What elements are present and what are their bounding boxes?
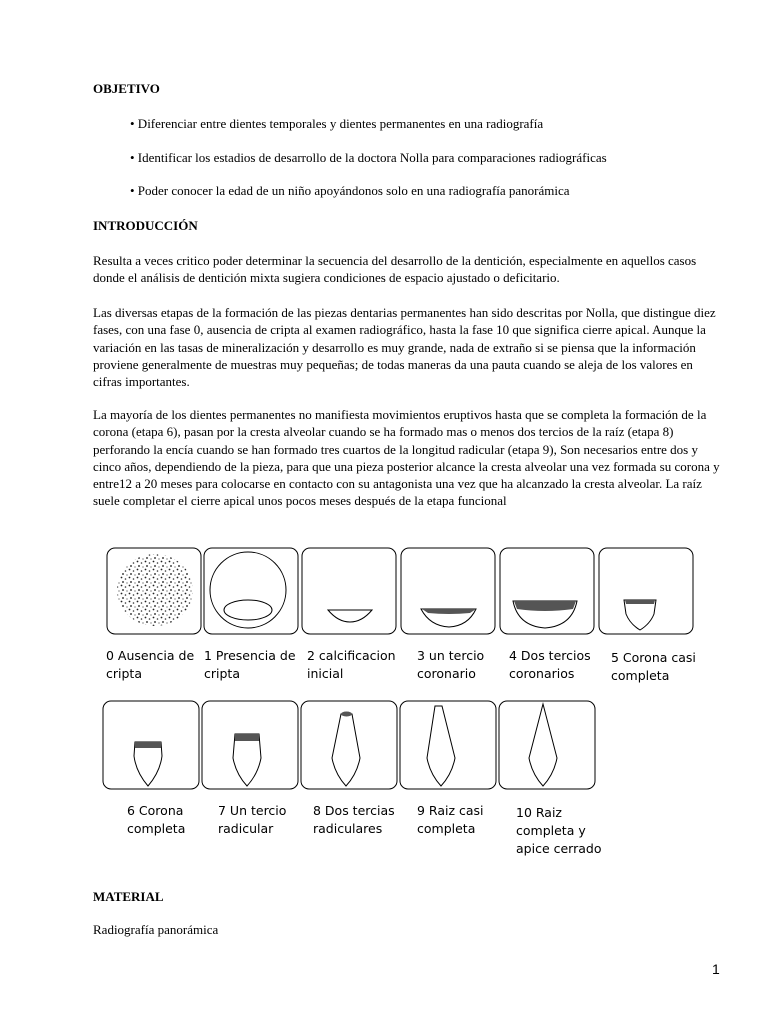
material-heading: MATERIAL — [93, 889, 164, 904]
stage-2-caption-line-2: inicial — [307, 666, 344, 681]
stage-5-frame — [599, 548, 693, 634]
stage-7-frame — [202, 701, 298, 789]
stage-10-frame — [499, 701, 595, 789]
intro-paragraph-3: La mayoría de los dientes permanentes no manifiesta movimientos eruptivos hasta que se completa la formación de la corona (etapa 6), pasan por la cresta alveolar cuando se ha formado mas o menos dos tercios de la raíz (etapa 8) perforando la encía cuando se han formado tres cuartos de la longitud radicular (etapa 9), Son necesarios entre dos y cinco años, dependiendo de la pieza, para que una pieza posterior alcance la cresta alveolar una vez formada su corona y entre12 a 20 meses para colocarse en contacto con su antagonista una vez que ha alcanzado la cresta alveolar. La raíz suele completar el cierre apical unos pocos meses después de la etapa funcional — [93, 407, 720, 509]
stage-5-enamel-icon — [625, 600, 655, 604]
stage-0-speckle-icon — [117, 554, 193, 626]
introduccion-heading: INTRODUCCIÓN — [93, 218, 198, 233]
stage-9-caption-line-2: completa — [417, 821, 476, 836]
stage-1-frame — [204, 548, 298, 634]
stage-5-crown-icon — [624, 600, 656, 630]
stage-1-follicle-icon — [224, 600, 272, 620]
stage-7-caption-line-1: 7 Un tercio — [218, 803, 287, 818]
objetivo-heading: OBJETIVO — [93, 81, 160, 96]
stage-1-crypt-icon — [210, 552, 286, 628]
stage-10-caption-line-1: 10 Raiz — [516, 805, 562, 820]
stage-10-tooth-icon — [529, 704, 557, 786]
stage-1-caption-line-2: cripta — [204, 666, 240, 681]
stage-4-caption-line-2: coronarios — [509, 666, 575, 681]
stage-6-caption-line-2: completa — [127, 821, 186, 836]
stage-8-tooth-icon — [332, 714, 360, 786]
material-text: Radiografía panorámica — [93, 922, 219, 937]
stage-4-enamel-icon — [514, 601, 576, 611]
objetivo-bullet-1: • Diferenciar entre dientes temporales y dientes permanentes en una radiografía — [130, 116, 544, 131]
stage-6-caption-line-1: 6 Corona — [127, 803, 184, 818]
stage-4-frame — [500, 548, 594, 634]
stage-10-caption-line-2: completa y — [516, 823, 586, 838]
stage-3-caption-line-1: 3 un tercio — [417, 648, 485, 663]
stage-3-enamel-icon — [422, 609, 476, 614]
nolla-stages-figure — [0, 540, 768, 870]
stage-5-caption-line-2: completa — [611, 668, 670, 683]
stage-8-caption-line-1: 8 Dos tercias — [313, 803, 395, 818]
stage-6-root-edge-icon — [135, 742, 161, 748]
stage-1-caption-line-1: 1 Presencia de — [204, 648, 296, 663]
stage-5-caption-line-1: 5 Corona casi — [611, 650, 696, 665]
stage-7-root-edge-icon — [235, 734, 259, 741]
stage-7-tooth-icon — [233, 734, 261, 786]
stage-2-frame — [302, 548, 396, 634]
stage-0-caption-line-2: cripta — [106, 666, 142, 681]
stage-0-caption-line-1: 0 Ausencia de — [106, 648, 195, 663]
stage-7-caption-line-2: radicular — [218, 821, 274, 836]
stage-2-caption-line-1: 2 calcificacion — [307, 648, 396, 663]
stage-8-caption-line-2: radiculares — [313, 821, 383, 836]
stage-4-caption-line-1: 4 Dos tercios — [509, 648, 591, 663]
stage-9-tooth-icon — [427, 706, 455, 786]
intro-paragraph-2: Las diversas etapas de la formación de las piezas dentarias permanentes han sido descritas por Nolla, que distingue diez fases, con una fase 0, ausencia de cripta al examen radiográfico, hasta la fase 10 que significa cierre apical. Aunque la variación en las tasas de mineralización y desarrollo es muy grande, nada de extraño si se piensa que la información proviene generalmente de muestras muy pequeñas; de todas maneras da una pauta cuando se aleja de los valores en cifras importantes. — [93, 305, 716, 390]
page-number: 1 — [712, 961, 720, 977]
stage-3-frame — [401, 548, 495, 634]
stage-6-tooth-icon — [134, 742, 162, 786]
stage-2-calcification-icon — [328, 610, 372, 622]
stage-9-caption-line-1: 9 Raiz casi — [417, 803, 484, 818]
intro-paragraph-1: Resulta a veces critico poder determinar la secuencia del desarrollo de la dentición, especialmente en aquellos casos donde el análisis de dentición mixta sugiera condiciones de espacio ajustado o deficitario. — [93, 253, 697, 286]
stage-3-caption-line-2: coronario — [417, 666, 476, 681]
stage-10-caption-line-3: apice cerrado — [516, 841, 602, 856]
stage-8-apex-icon — [341, 712, 352, 717]
objetivo-bullet-3: • Poder conocer la edad de un niño apoyándonos solo en una radiografía panorámica — [130, 183, 570, 198]
objetivo-bullet-2: • Identificar los estadios de desarrollo de la doctora Nolla para comparaciones radiográficas — [130, 150, 607, 165]
